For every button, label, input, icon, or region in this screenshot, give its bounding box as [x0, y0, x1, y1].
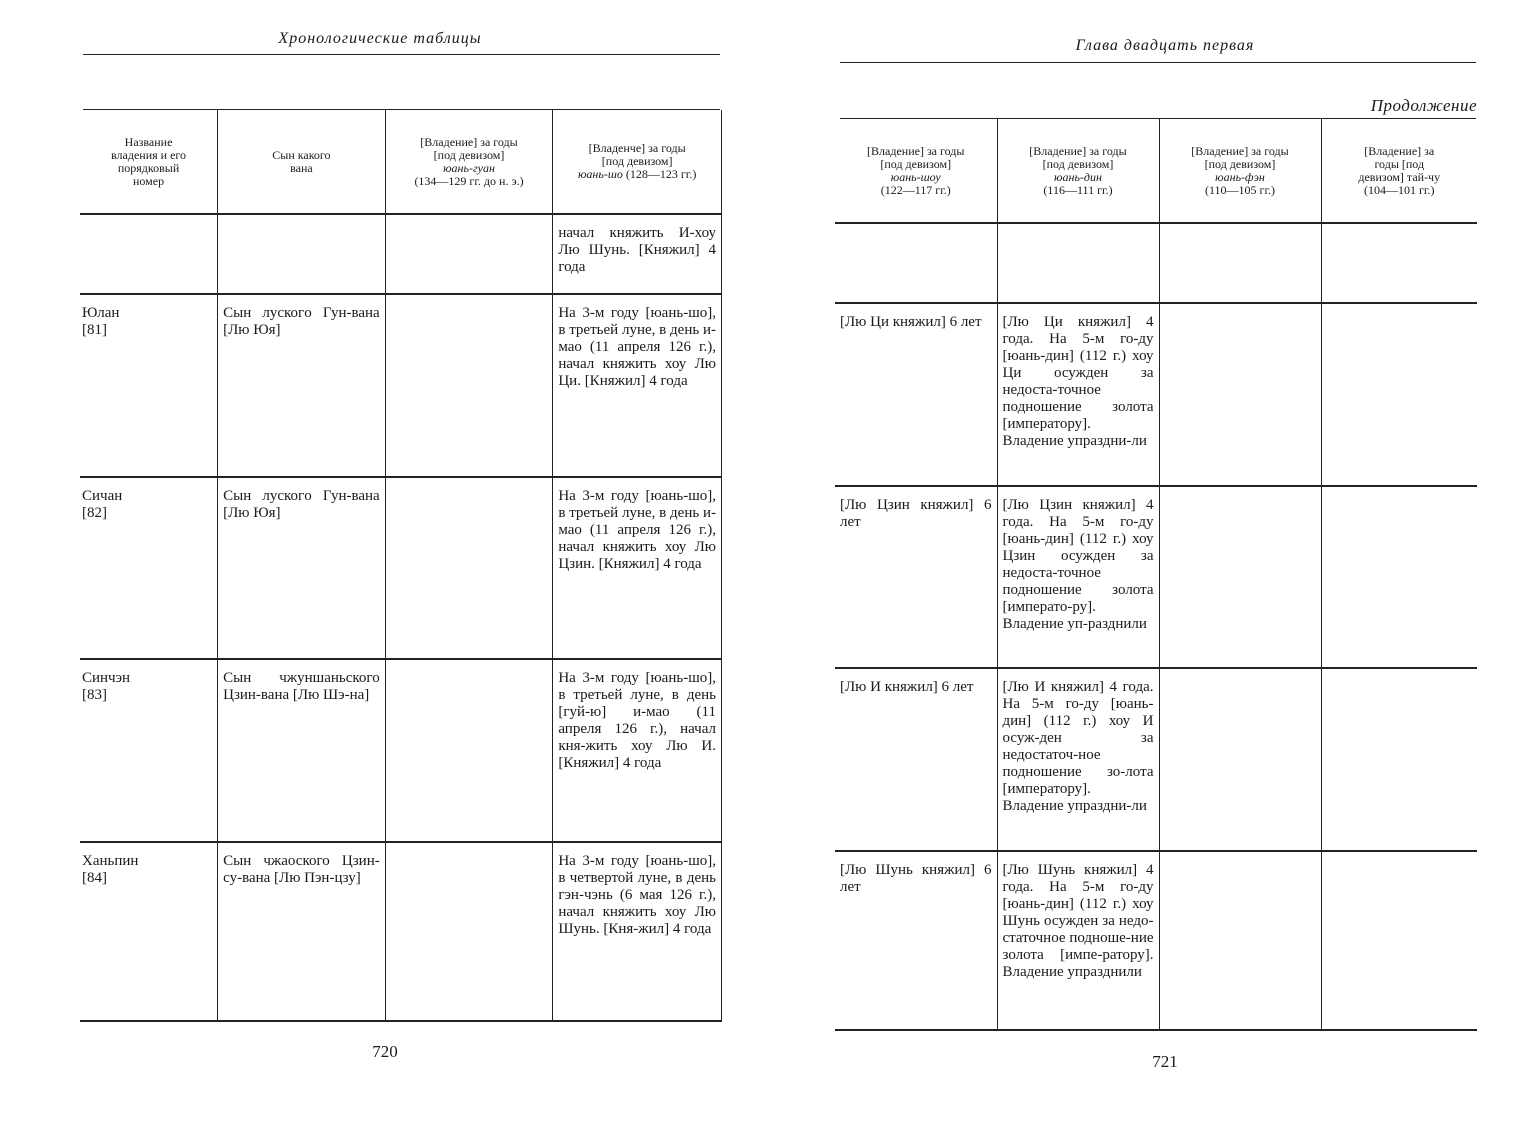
yuan-guang-cell [385, 659, 553, 842]
table-row [835, 668, 1477, 851]
column-header-yuan-shuo: [Владенче] за годы [под девизом] юань-шо (128—123 гг.) [553, 110, 722, 214]
yuan-shuo-cell: На 3-м году [юань-шо], в третьей луне, в день [гуй-ю] и-мао (11 апреля 126 г.), начал кня-жить хоу Лю И. [Княжил] 4 года [553, 659, 722, 842]
yuan-ding-cell: [Лю Шунь княжил] 4 года. На 5-м го-ду [юань-дин] (112 г.) хоу Шунь осужден за недо-статочное подноше-ние золота [импе-ратору]. Владение упразднили [997, 851, 1159, 1030]
yuan-shou-cell: [Лю Шунь княжил] 6 лет [835, 851, 997, 1030]
son-of-cell: Сын чжаоского Цзин-су-вана [Лю Пэн-цзу] [218, 842, 386, 1021]
son-of-cell: Сын лускогo Гун-вана [Лю Юя] [218, 477, 386, 659]
yuan-shuo-cell: На 3-м году [юань-шо], в третьей луне, в день и-мао (11 апреля 126 г.), начал княжить хоу Лю Ци. [Княжил] 4 года [553, 294, 722, 477]
yuan-ding-cell: [Лю Ци княжил] 4 года. На 5-м го-ду [юань-дин] (112 г.) хоу Ци осужден за недоста-точное подношение золота [императору]. Владение упраздни-ли [997, 303, 1159, 486]
domain-cell: Ханьпин [84] [80, 842, 218, 1021]
son-of-cell: Сын лускогo Гун-вана [Лю Юя] [218, 294, 386, 477]
column-header-yuan-shou: [Владение] за годы [под девизом] юань-шоу (122—117 гг.) [835, 119, 997, 223]
page-number: 720 [372, 1042, 398, 1061]
yuan-feng-cell [1159, 851, 1321, 1030]
column-header-yuan-guang: [Владение] за годы [под девизом] юань-гуан (134—129 гг. до н. э.) [385, 110, 553, 214]
table-row [835, 486, 1477, 668]
tai-chu-cell [1321, 668, 1477, 851]
son-of-cell: Сын чжуншаньского Цзин-вана [Лю Шэ-на] [218, 659, 386, 842]
yuan-feng-cell [1159, 668, 1321, 851]
tai-chu-cell [1321, 851, 1477, 1030]
yuan-shou-cell [835, 223, 997, 303]
yuan-guang-cell [385, 842, 553, 1021]
yuan-ding-cell [997, 223, 1159, 303]
yuan-feng-cell [1159, 486, 1321, 668]
column-header-domain: Название владения и его порядковый номер [80, 110, 218, 214]
column-header-tai-chu: [Владение] за годы [под девизом] тай-чу (104—101 гг.) [1321, 119, 1477, 223]
yuan-guang-cell [385, 477, 553, 659]
header-rule [83, 54, 720, 55]
tai-chu-cell [1321, 486, 1477, 668]
tai-chu-cell [1321, 223, 1477, 303]
domain-cell: Юлан [81] [80, 294, 218, 477]
column-header-son-of: Сын какого вана [218, 110, 386, 214]
table-row [80, 842, 722, 1021]
chronological-table [80, 110, 722, 1022]
tai-chu-cell [1321, 303, 1477, 486]
yuan-shou-cell: [Лю Цзин княжил] 6 лет [835, 486, 997, 668]
yuan-shuo-cell: На 3-м году [юань-шо], в третьей луне, в день и-мао (11 апреля 126 г.), начал княжить хоу Лю Цзин. [Княжил] 4 года [553, 477, 722, 659]
page-number: 721 [1152, 1052, 1178, 1071]
running-head: Глава двадцать первая [1075, 37, 1255, 54]
table-row [80, 294, 722, 477]
table-row [80, 659, 722, 842]
yuan-shou-cell: [Лю Ци княжил] 6 лет [835, 303, 997, 486]
table-header-row [835, 119, 1477, 223]
domain-cell [80, 214, 218, 294]
yuan-ding-cell: [Лю Цзин княжил] 4 года. На 5-м го-ду [юань-дин] (112 г.) хоу Цзин осужден за недоста-точное подношение золота [императо-ру]. Владение уп-разднили [997, 486, 1159, 668]
table-row [835, 303, 1477, 486]
running-head: Хронологические таблицы [278, 30, 482, 47]
table-row [80, 214, 722, 294]
yuan-guang-cell [385, 214, 553, 294]
table-header-row [80, 110, 722, 214]
yuan-ding-cell: [Лю И княжил] 4 года. На 5-м го-ду [юань-дин] (112 г.) хоу И осуж-ден за недостаточ-ное подношение зо-лота [императору]. Владение упраздни-ли [997, 668, 1159, 851]
column-header-yuan-feng: [Владение] за годы [под девизом] юань-фэн (110—105 гг.) [1159, 119, 1321, 223]
yuan-shuo-cell: На 3-м году [юань-шо], в четвертой луне, в день гэн-чэнь (6 мая 126 г.), начал княжить хоу Лю Шунь. [Кня-жил] 4 года [553, 842, 722, 1021]
yuan-shuo-cell: начал княжить И-хоу Лю Шунь. [Княжил] 4 года [553, 214, 722, 294]
chronological-table-continued [835, 119, 1477, 1031]
domain-cell: Сичан [82] [80, 477, 218, 659]
yuan-shou-cell: [Лю И княжил] 6 лет [835, 668, 997, 851]
right-page [765, 0, 1530, 1148]
left-page [0, 0, 760, 1148]
table-row [835, 223, 1477, 303]
yuan-feng-cell [1159, 223, 1321, 303]
table-row [835, 851, 1477, 1030]
yuan-guang-cell [385, 294, 553, 477]
son-of-cell [218, 214, 386, 294]
column-header-yuan-ding: [Владение] за годы [под девизом] юань-дин (116—111 гг.) [997, 119, 1159, 223]
header-rule [840, 62, 1476, 63]
continuation-label: Продолжение [1370, 96, 1477, 115]
table-row [80, 477, 722, 659]
yuan-feng-cell [1159, 303, 1321, 486]
domain-cell: Синчэн [83] [80, 659, 218, 842]
